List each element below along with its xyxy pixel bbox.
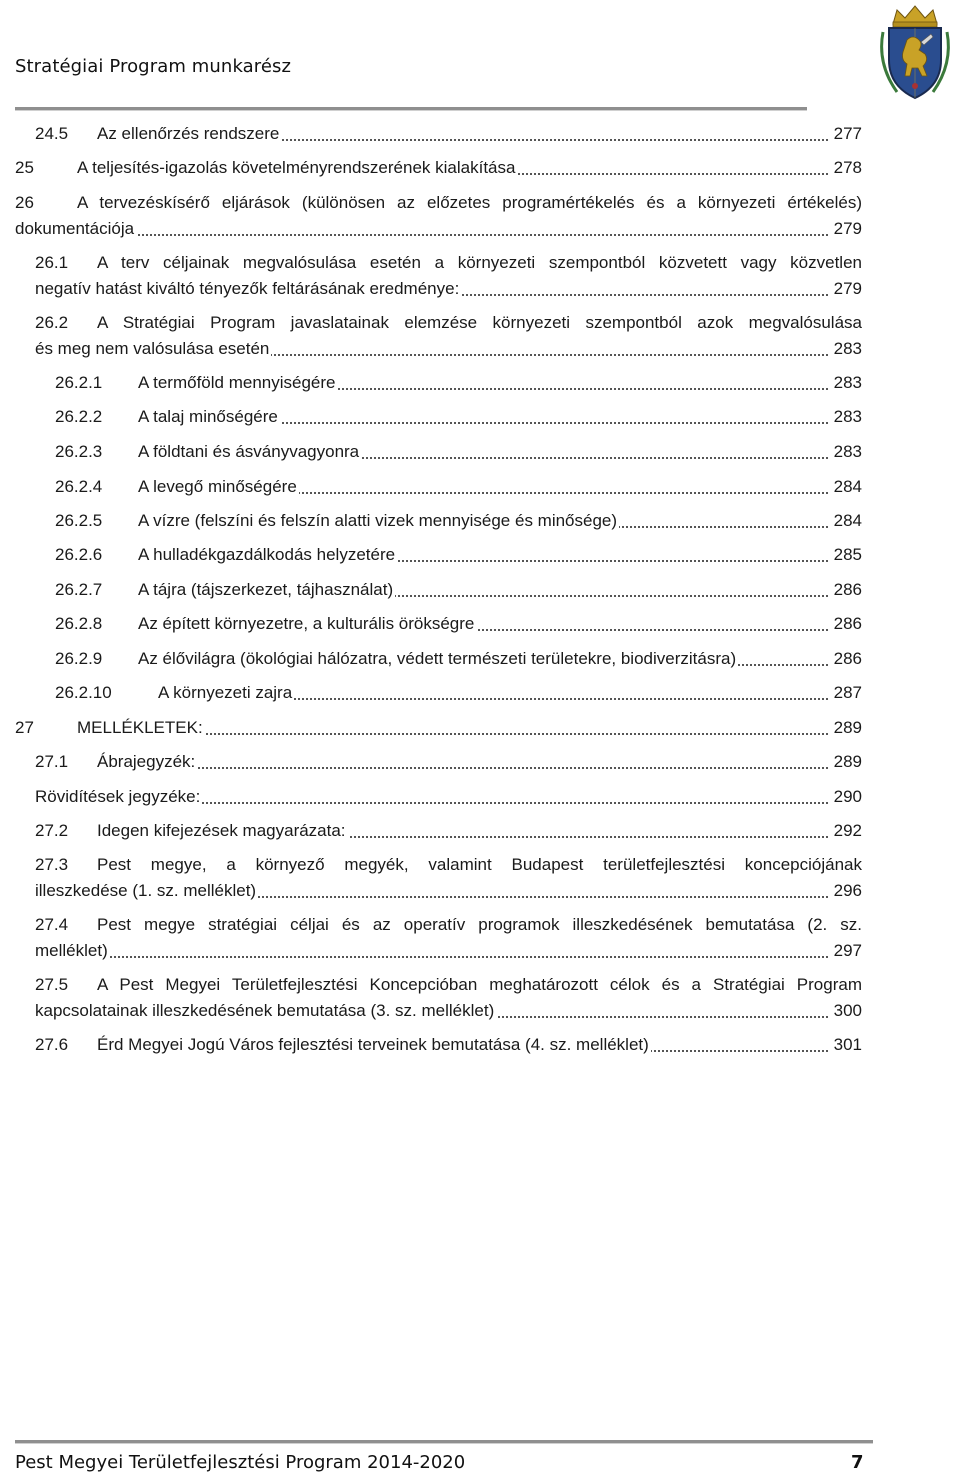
toc-entry[interactable] (55, 579, 862, 601)
toc-entry-title: Az ellenőrzés rendszere (97, 124, 280, 143)
footer-document-title: Pest Megyei Területfejlesztési Program 2014-2020 (15, 1452, 466, 1473)
toc-entry-number: 27.6 (35, 1035, 69, 1054)
toc-entry[interactable] (55, 682, 862, 704)
toc-entry[interactable] (35, 940, 862, 962)
toc-entry[interactable] (35, 278, 862, 300)
toc-entry-number: 26.2.10 (55, 683, 112, 702)
toc-entry-title-continued: melléklet) (35, 941, 108, 960)
toc-entry-title: Pest megye, a környező megyék, valamint Budapest területfejlesztési koncepciójának (97, 855, 862, 874)
toc-entry-page: 286 (831, 648, 862, 670)
toc-entry-number: 26.2.9 (55, 649, 103, 668)
toc-entry[interactable] (35, 820, 862, 842)
toc-entry-number: 27.2 (35, 821, 69, 840)
toc-entry[interactable] (35, 786, 862, 808)
toc-entry-first-line[interactable] (35, 914, 862, 936)
toc-entry-title: Rövidítések jegyzéke: (35, 787, 201, 806)
toc-entry-title: Az élővilágra (ökológiai hálózatra, védett természeti területekre, biodiverzitásra) (138, 649, 737, 668)
toc-entry[interactable] (55, 648, 862, 670)
toc-entry-title-continued: illeszkedése (1. sz. melléklet) (35, 881, 257, 900)
toc-entry-page: 287 (831, 682, 862, 704)
toc-entry-page: 286 (831, 579, 862, 601)
toc-entry-page: 284 (831, 510, 862, 532)
toc-entry-title-continued: és meg nem valósulása esetén (35, 339, 270, 358)
toc-entry-page: 277 (831, 123, 862, 145)
toc-entry-page: 283 (831, 338, 862, 360)
toc-entry-page: 285 (831, 544, 862, 566)
toc-entry-number: 24.5 (35, 124, 69, 143)
toc-entry-title: A termőföld mennyiségére (138, 373, 336, 392)
toc-entry[interactable] (55, 441, 862, 463)
toc-entry-number: 26.2.5 (55, 511, 103, 530)
toc-entry[interactable] (35, 1000, 862, 1022)
toc-entry[interactable] (55, 406, 862, 428)
toc-entry-title: Érd Megyei Jogú Város fejlesztési terveinek bemutatása (4. sz. melléklet) (97, 1035, 649, 1054)
toc-entry-page: 283 (831, 372, 862, 394)
toc-entry-title: A tájra (tájszerkezet, tájhasználat) (138, 580, 394, 599)
toc-entry-title: A hulladékgazdálkodás helyzetére (138, 545, 396, 564)
toc-entry[interactable] (55, 372, 862, 394)
toc-entry-title: MELLÉKLETEK: (77, 718, 203, 737)
toc-entry-number: 26.2.3 (55, 442, 103, 461)
toc-entry-page: 284 (831, 476, 862, 498)
running-header-title: Stratégiai Program munkarész (15, 56, 292, 77)
toc-entry-page: 300 (831, 1000, 862, 1022)
toc-entry-first-line[interactable] (15, 192, 862, 214)
toc-entry-title: A teljesítés-igazolás követelményrendszerének kialakítása (77, 158, 516, 177)
toc-entry-page: 289 (831, 751, 862, 773)
toc-entry-title: A Stratégiai Program javaslatainak elemzése környezeti szempontból azok megvalósulása (97, 313, 862, 332)
toc-entry-title: A földtani és ásványvagyonra (138, 442, 360, 461)
toc-entry-title: A terv céljainak megvalósulása esetén a környezeti szempontból közvetett vagy közvetlen (97, 253, 862, 272)
toc-entry-number: 26.1 (35, 253, 69, 272)
toc-entry-page: 296 (831, 880, 862, 902)
toc-entry-number: 25 (15, 158, 34, 177)
toc-entry[interactable] (55, 510, 862, 532)
toc-entry-page: 283 (831, 441, 862, 463)
toc-entry[interactable] (15, 218, 862, 240)
toc-entry-page: 292 (831, 820, 862, 842)
toc-entry-page: 283 (831, 406, 862, 428)
toc-entry-title-continued: kapcsolatainak illeszkedésének bemutatása (3. sz. melléklet) (35, 1001, 495, 1020)
toc-entry-page: 289 (831, 717, 862, 739)
toc-entry[interactable] (35, 880, 862, 902)
toc-entry-first-line[interactable] (35, 854, 862, 876)
toc-entry[interactable] (35, 338, 862, 360)
toc-entry-title: A vízre (felszíni és felszín alatti vizek mennyisége és minősége) (138, 511, 618, 530)
toc-entry-title: A levegő minőségére (138, 477, 297, 496)
toc-entry-number: 26.2.8 (55, 614, 103, 633)
toc-entry-title-continued: dokumentációja (15, 219, 135, 238)
toc-entry-title: Pest megye stratégiai céljai és az operatív programok illeszkedésének bemutatása (2. sz. (97, 915, 862, 934)
toc-entry-page: 301 (831, 1034, 862, 1056)
toc-entry[interactable] (35, 123, 862, 145)
toc-entry-number: 27.4 (35, 915, 69, 934)
toc-entry-title-continued: negatív hatást kiváltó tényezők feltárásának eredménye: (35, 279, 460, 298)
toc-entry[interactable] (35, 1034, 862, 1056)
footer-page-number: 7 (851, 1452, 864, 1473)
toc-entry-number: 26.2.4 (55, 477, 103, 496)
toc-entry-number: 27.5 (35, 975, 69, 994)
toc-entry-title: Az épített környezetre, a kulturális örökségre (138, 614, 475, 633)
footer-rule (15, 1440, 873, 1443)
toc-entry-title: A környezeti zajra (158, 683, 293, 702)
toc-entry-title: Idegen kifejezések magyarázata: (97, 821, 346, 840)
toc-entry[interactable] (15, 717, 862, 739)
toc-entry[interactable] (15, 157, 862, 179)
toc-entry-page: 278 (831, 157, 862, 179)
toc-entry-page: 286 (831, 613, 862, 635)
toc-entry-page: 279 (831, 218, 862, 240)
toc-entry-page: 290 (831, 786, 862, 808)
toc-entry-page: 279 (831, 278, 862, 300)
toc-entry-number: 27 (15, 718, 34, 737)
toc-entry-number: 26.2.1 (55, 373, 103, 392)
toc-entry-first-line[interactable] (35, 252, 862, 274)
toc-entry-number: 26.2.6 (55, 545, 103, 564)
toc-entry[interactable] (55, 613, 862, 635)
toc-entry-page: 297 (831, 940, 862, 962)
toc-entry-first-line[interactable] (35, 974, 862, 996)
toc-entry-number: 26.2.2 (55, 407, 103, 426)
toc-entry-number: 26.2 (35, 313, 69, 332)
toc-entry-title: A talaj minőségére (138, 407, 278, 426)
toc-entry[interactable] (35, 751, 862, 773)
toc-entry-number: 27.1 (35, 752, 69, 771)
toc-entry-number: 27.3 (35, 855, 69, 874)
toc-entry-title: A tervezéskísérő eljárások (különösen az előzetes programértékelés és a környezeti értékelés) (77, 193, 862, 212)
toc-entry-first-line[interactable] (35, 312, 862, 334)
toc-entry-title: A Pest Megyei Területfejlesztési Koncepcióban meghatározott célok és a Stratégiai Program (97, 975, 862, 994)
toc-entry-number: 26 (15, 193, 34, 212)
toc-entry[interactable] (55, 476, 862, 498)
toc-entry[interactable] (55, 544, 862, 566)
toc-entry-title: Ábrajegyzék: (97, 752, 196, 771)
toc-entry-number: 26.2.7 (55, 580, 103, 599)
